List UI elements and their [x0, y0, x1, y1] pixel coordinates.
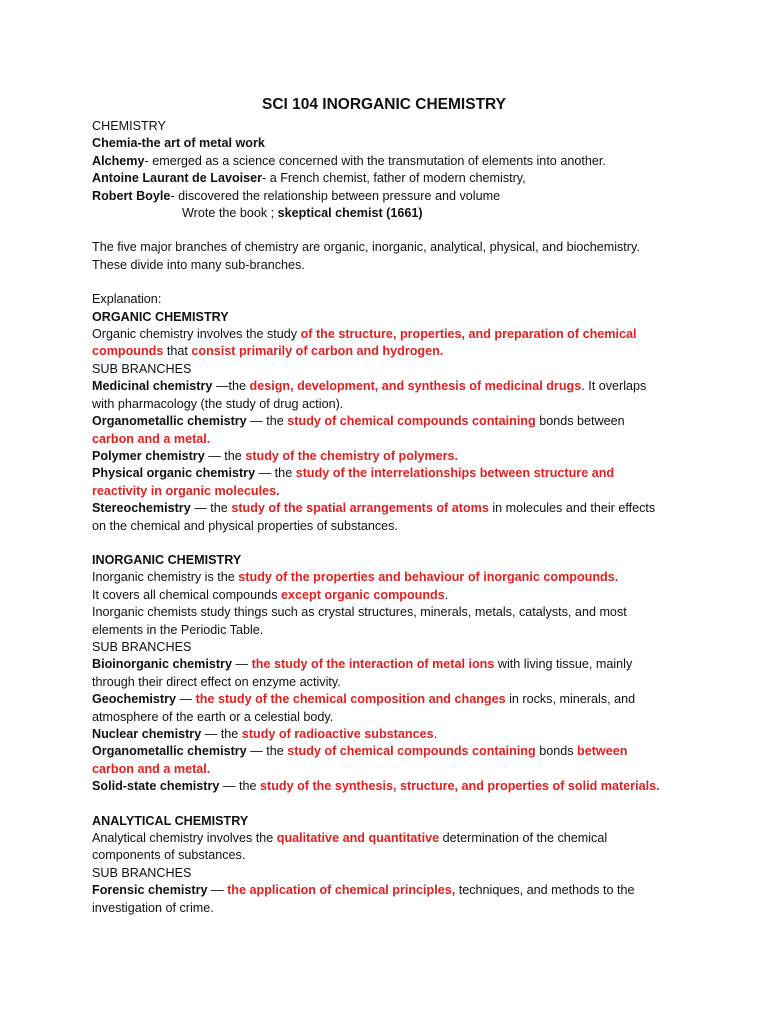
paragraph — [92, 500, 664, 535]
bold-term: Bioinorganic chemistry — [92, 657, 232, 672]
bold-term: Organometallic chemistry — [92, 414, 247, 429]
highlighted-text: study of the synthesis, structure, and properties of solid materials. — [260, 779, 660, 794]
paragraph — [92, 239, 664, 274]
bold-term: Medicinal chemistry — [92, 379, 213, 394]
highlighted-text: study of the chemistry of polymers. — [245, 448, 459, 463]
paragraph — [92, 465, 664, 500]
highlighted-text: the study of the interaction of metal ions — [251, 657, 495, 672]
highlighted-text: study of the properties and behaviour of inorganic compounds. — [238, 570, 619, 585]
bold-term: Physical organic chemistry — [92, 466, 256, 481]
paragraph — [92, 656, 664, 691]
document-body — [92, 118, 664, 917]
highlighted-text: the study of the chemical composition and changes — [195, 692, 506, 707]
paragraph — [92, 448, 664, 465]
bold-term: INORGANIC CHEMISTRY — [92, 552, 242, 567]
highlighted-text: study of radioactive substances — [241, 727, 434, 741]
text-run: determination of the chemical components of substances. — [92, 831, 608, 863]
paragraph — [92, 361, 664, 378]
text-run: Wrote the book ; — [182, 206, 278, 221]
text-run: Inorganic chemists study things such as crystal structures, minerals, metals, catalysts, and most elements in the Periodic Table. — [92, 605, 627, 637]
text-run: — the — [255, 466, 296, 481]
paragraph — [92, 726, 664, 743]
bold-term: ANALYTICAL CHEMISTRY — [92, 813, 249, 828]
bold-term: Chemia-the art of metal work — [92, 136, 265, 151]
highlighted-text: design, development, and synthesis of medicinal drugs — [249, 379, 582, 394]
text-run: The five major branches of chemistry are organic, inorganic, analytical, physical, and biochemistry. These divide into many sub-branches. — [92, 240, 640, 272]
text-run: Analytical chemistry involves the — [92, 831, 277, 846]
text-run: — the — [201, 727, 242, 741]
paragraph — [92, 587, 664, 604]
text-run: SUB BRANCHES — [92, 865, 192, 880]
highlighted-text: study of chemical compounds containing — [287, 414, 536, 429]
highlighted-text: study of the spatial arrangements of atoms — [231, 501, 489, 516]
text-run: Organic chemistry involves the study — [92, 327, 301, 342]
paragraph-spacer — [92, 535, 664, 552]
paragraph-spacer — [92, 274, 664, 291]
bold-term: ORGANIC CHEMISTRY — [92, 309, 229, 324]
bold-term: Polymer chemistry — [92, 448, 205, 463]
bold-term: Stereochemistry — [92, 501, 191, 516]
highlighted-text: of the structure, properties, and preparation of chemical compounds — [92, 327, 637, 359]
text-run: . — [444, 587, 449, 602]
text-run: — the — [246, 744, 288, 759]
highlighted-text: study of chemical compounds containing — [287, 744, 536, 759]
bold-term: Organometallic chemistry — [92, 744, 247, 759]
highlighted-text: qualitative and quantitative — [276, 831, 440, 846]
bold-term: skeptical chemist (1661) — [277, 206, 423, 221]
paragraph — [92, 743, 664, 778]
paragraph — [92, 170, 664, 187]
bold-term: Antoine Laurant de Lavoiser — [92, 171, 263, 186]
text-run: — the — [190, 501, 232, 516]
text-run: bonds — [535, 744, 578, 759]
paragraph — [92, 604, 664, 639]
paragraph — [92, 309, 664, 326]
text-run: that — [163, 344, 192, 359]
text-run: bonds between — [535, 414, 625, 429]
text-run: in molecules and their effects on the chemical and physical properties of substances. — [92, 501, 656, 533]
highlighted-text: except organic compounds — [281, 587, 445, 602]
text-run: . — [433, 727, 438, 741]
text-run: Inorganic chemistry is the — [92, 570, 239, 585]
bold-term: Geochemistry — [92, 692, 176, 707]
highlighted-text: between carbon and a metal. — [92, 744, 628, 776]
text-run: — the — [204, 448, 246, 463]
text-run: SUB BRANCHES — [92, 639, 192, 654]
text-run: It covers all chemical compounds — [92, 587, 281, 602]
paragraph — [92, 865, 664, 882]
highlighted-text: carbon and a metal. — [92, 431, 211, 446]
paragraph-spacer — [92, 796, 664, 813]
text-run: . It overlaps with pharmacology (the study of drug action). — [92, 379, 647, 411]
text-run: - emerged as a science concerned with the transmutation of elements into another. — [144, 153, 606, 168]
bold-term: Robert Boyle — [92, 188, 171, 203]
paragraph — [92, 118, 664, 135]
text-run: with living tissue, mainly through their direct effect on enzyme activity. — [92, 657, 633, 689]
paragraph — [92, 413, 664, 448]
paragraph — [92, 813, 664, 830]
bold-term: Solid-state chemistry — [92, 779, 220, 794]
paragraph — [92, 205, 664, 222]
paragraph — [92, 691, 664, 726]
text-run: SUB BRANCHES — [92, 361, 192, 376]
paragraph — [92, 882, 664, 917]
paragraph — [92, 569, 664, 586]
text-run: CHEMISTRY — [92, 119, 166, 133]
paragraph — [92, 153, 664, 170]
text-run: —the — [212, 379, 250, 394]
text-run: - discovered the relationship between pressure and volume — [170, 188, 501, 203]
text-run: - a French chemist, father of modern chemistry, — [262, 171, 526, 186]
text-run: in rocks, minerals, and atmosphere of the earth or a celestial body. — [92, 692, 636, 724]
paragraph-spacer — [92, 222, 664, 239]
text-run: — the — [219, 779, 260, 794]
bold-term: Nuclear chemistry — [92, 727, 202, 741]
document-title: SCI 104 INORGANIC CHEMISTRY — [261, 96, 507, 113]
paragraph — [92, 326, 664, 361]
paragraph — [92, 378, 664, 413]
text-run: — — [231, 657, 252, 672]
paragraph — [92, 552, 664, 569]
highlighted-text: the application of chemical principles, — [227, 883, 456, 898]
highlighted-text: consist primarily of carbon and hydrogen. — [191, 344, 444, 359]
paragraph — [92, 639, 664, 656]
text-run: — the — [246, 414, 288, 429]
paragraph — [92, 135, 664, 152]
highlighted-text: study of the interrelationships between structure and reactivity in organic molecules. — [92, 466, 615, 498]
text-run: — — [207, 883, 228, 898]
paragraph — [92, 291, 664, 308]
text-run: techniques, and methods to the investigation of crime. — [92, 883, 635, 915]
text-run: Explanation: — [92, 292, 162, 307]
text-run: — — [176, 692, 196, 707]
paragraph — [92, 188, 664, 205]
bold-term: Alchemy — [92, 153, 145, 168]
paragraph — [92, 830, 664, 865]
paragraph — [92, 778, 664, 795]
bold-term: Forensic chemistry — [92, 883, 208, 898]
